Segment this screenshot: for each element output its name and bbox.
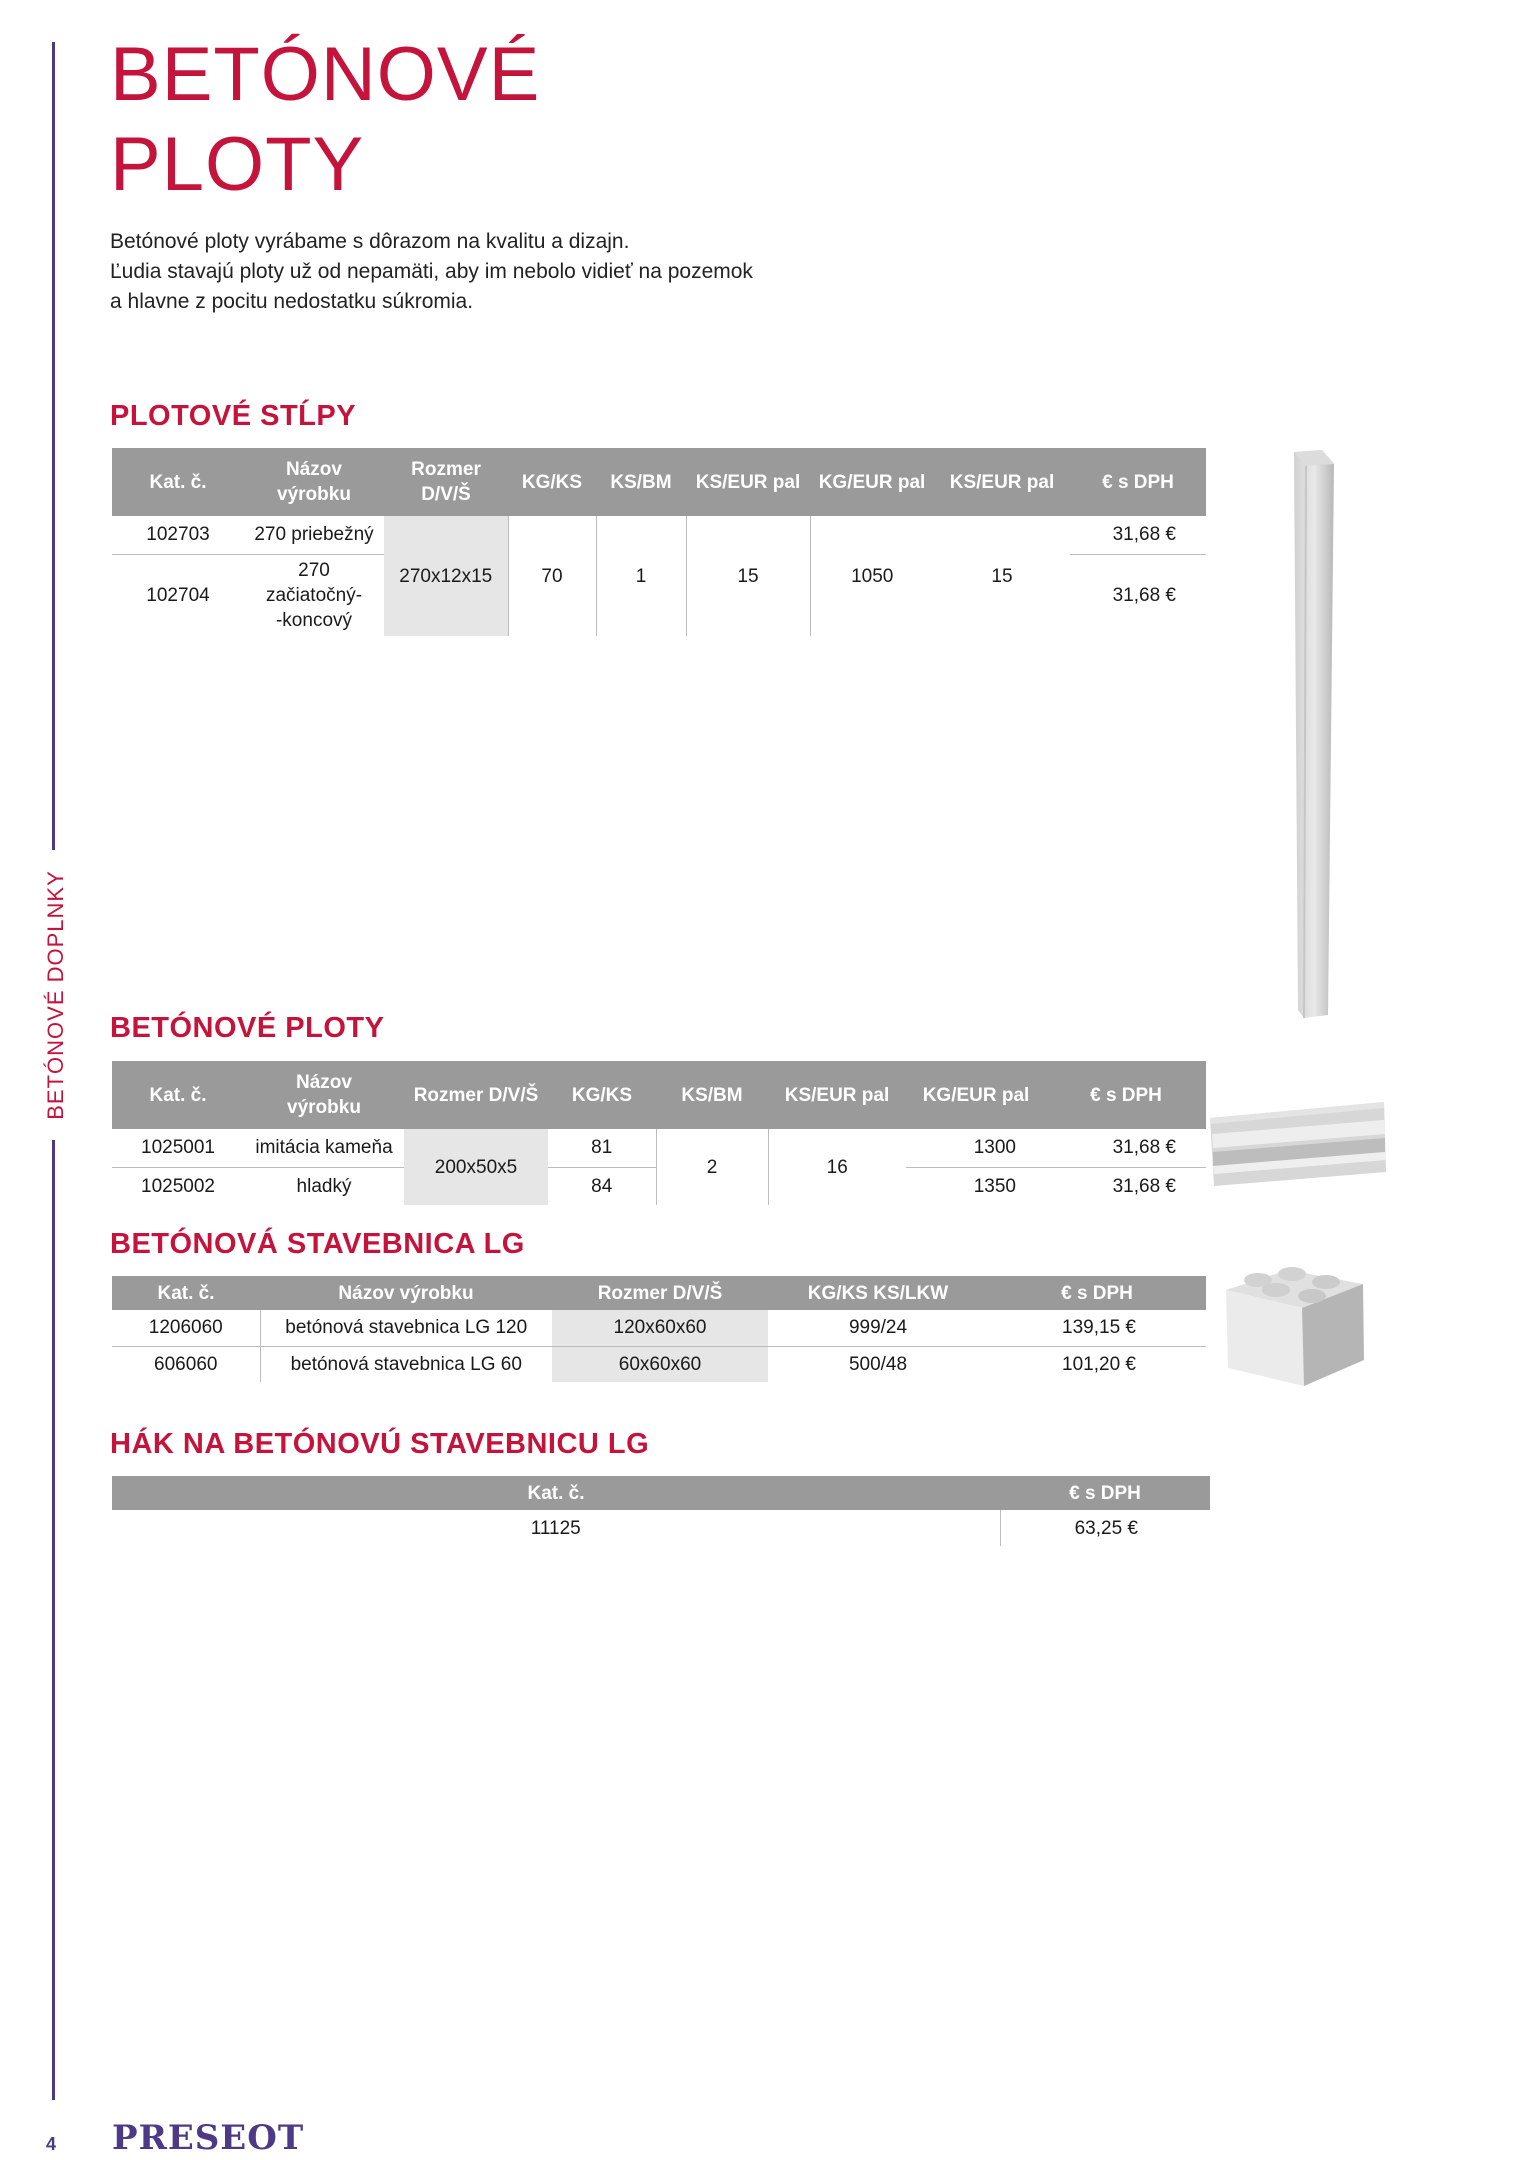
cell-kat: 1025002 <box>112 1167 244 1205</box>
header-nazov: Názov výrobku <box>244 448 384 516</box>
cell-cena: 31,68 € <box>1046 1167 1206 1205</box>
cell-kgks: 70 <box>508 516 596 636</box>
header-kgeur: KG/EUR pal <box>810 448 934 516</box>
table-header-row <box>112 1061 1206 1129</box>
brand-logo: PRESEOT <box>112 2118 305 2158</box>
header-kat: Kat. č. <box>112 448 244 516</box>
table-hak <box>112 1476 1210 1546</box>
section-heading-stavebnica: BETÓNOVÁ STAVEBNICA LG <box>110 1228 525 1260</box>
header-cena: € s DPH <box>988 1276 1206 1310</box>
cell-kgks: 81 <box>591 1137 613 1159</box>
cell-rozmer: 200x50x5 <box>404 1129 548 1205</box>
title-line-2: PLOTY <box>110 122 365 207</box>
header-nazov: Názov výrobku <box>260 1276 552 1310</box>
cell-nazov: hladký <box>244 1167 404 1205</box>
cell-rozmer: 60x60x60 <box>552 1346 768 1382</box>
cell-kseur: 15 <box>686 516 810 636</box>
cell-kgks: 500/48 <box>768 1346 988 1382</box>
cell-cena: 63,25 € <box>1000 1510 1210 1546</box>
cell-kat: 11125 <box>530 1517 581 1539</box>
cell-ksbm: 2 <box>656 1129 768 1205</box>
header-kseur: KS/EUR pal <box>686 448 810 516</box>
page-number: 4 <box>46 2134 57 2154</box>
table-plotove-stlpy <box>112 448 1206 636</box>
page-title <box>110 30 540 210</box>
cell-ksbm: 1 <box>596 516 686 636</box>
header-kseur: KS/EUR pal <box>768 1061 906 1129</box>
header-cena: € s DPH <box>1000 1476 1210 1510</box>
cell-kat: 1025001 <box>141 1137 215 1159</box>
table-betonove-ploty <box>112 1061 1206 1205</box>
fence-panel-image <box>1208 1100 1388 1190</box>
header-rozmer: Rozmer D/V/Š <box>552 1276 768 1310</box>
header-kat: Kat. č. <box>112 1476 1000 1510</box>
cell-cena: 31,68 € <box>1112 1137 1176 1159</box>
table-header-row <box>112 448 1206 516</box>
cell-nazov: betónová stavebnica LG 60 <box>260 1346 552 1382</box>
intro-line-2: Ľudia stavajú ploty už od nepamäti, aby im nebolo vidieť na pozemok <box>110 260 753 283</box>
cell-nazov: 270 priebežný <box>254 524 374 546</box>
cell-kgeur: 1300 <box>973 1137 1016 1159</box>
cell-nazov: betónová stavebnica LG 120 <box>260 1310 552 1346</box>
header-kseur-2: KS/EUR pal <box>934 448 1070 516</box>
section-heading-hak: HÁK NA BETÓNOVÚ STAVEBNICU LG <box>110 1428 650 1460</box>
header-cena: € s DPH <box>1046 1061 1206 1129</box>
cell-kseur: 16 <box>768 1129 906 1205</box>
cell-nazov: 270 začiatočný- -koncový <box>244 554 384 636</box>
cell-kat: 1206060 <box>148 1317 223 1339</box>
section-heading-plotove-stlpy: PLOTOVÉ STĹPY <box>110 400 357 432</box>
cell-kgeur: 1050 <box>810 516 934 636</box>
header-ksbm: KS/BM <box>656 1061 768 1129</box>
cell-kseur-2: 15 <box>991 565 1013 587</box>
cell-kgks: 999/24 <box>848 1317 908 1339</box>
intro-text <box>110 227 753 317</box>
table-row <box>112 1129 1206 1167</box>
cell-rozmer: 270x12x15 <box>384 516 508 636</box>
intro-line-3: a hlavne z pocitu nedostatku súkromia. <box>110 290 474 313</box>
header-nazov: Názov výrobku <box>244 1061 404 1129</box>
title-line-1: BETÓNOVÉ <box>110 32 541 117</box>
cell-cena: 31,68 € <box>1070 554 1206 636</box>
fence-post-image <box>1290 450 1340 1020</box>
cell-kat: 102704 <box>112 554 244 636</box>
cell-nazov: imitácia kameňa <box>255 1137 393 1159</box>
side-label: BETÓNOVÉ DOPLNKY <box>43 870 68 1120</box>
table-row <box>112 516 1206 554</box>
cell-cena: 31,68 € <box>1112 524 1176 546</box>
concrete-block-image <box>1218 1250 1368 1390</box>
table-stavebnica <box>112 1276 1206 1382</box>
section-heading-betonove-ploty: BETÓNOVÉ PLOTY <box>110 1012 385 1044</box>
header-kgks: KG/KS <box>548 1061 656 1129</box>
side-rule-bottom <box>52 1140 55 2100</box>
side-rule-top <box>52 42 55 850</box>
cell-kgeur: 1350 <box>906 1167 1046 1205</box>
header-kgks: KG/KS KS/LKW <box>768 1276 988 1310</box>
cell-kgks: 84 <box>548 1167 656 1205</box>
header-rozmer: Rozmer D/V/Š <box>384 448 508 516</box>
header-ksbm: KS/BM <box>596 448 686 516</box>
table-header-row <box>112 1276 1206 1310</box>
cell-kat: 102703 <box>146 524 210 546</box>
header-kat: Kat. č. <box>112 1276 260 1310</box>
cell-kat: 606060 <box>112 1346 260 1382</box>
cell-cena: 139,15 € <box>1062 1317 1136 1339</box>
intro-line-1: Betónové ploty vyrábame s dôrazom na kvalitu a dizajn. <box>110 230 630 253</box>
table-row <box>112 1346 1206 1382</box>
table-header-row <box>112 1476 1210 1510</box>
cell-cena: 101,20 € <box>988 1346 1206 1382</box>
header-kgeur: KG/EUR pal <box>906 1061 1046 1129</box>
cell-rozmer: 120x60x60 <box>552 1310 768 1346</box>
header-cena: € s DPH <box>1070 448 1206 516</box>
header-kgks: KG/KS <box>508 448 596 516</box>
table-row <box>112 1510 1210 1546</box>
header-kat: Kat. č. <box>112 1061 244 1129</box>
table-row <box>112 1310 1206 1346</box>
header-rozmer: Rozmer D/V/Š <box>404 1061 548 1129</box>
